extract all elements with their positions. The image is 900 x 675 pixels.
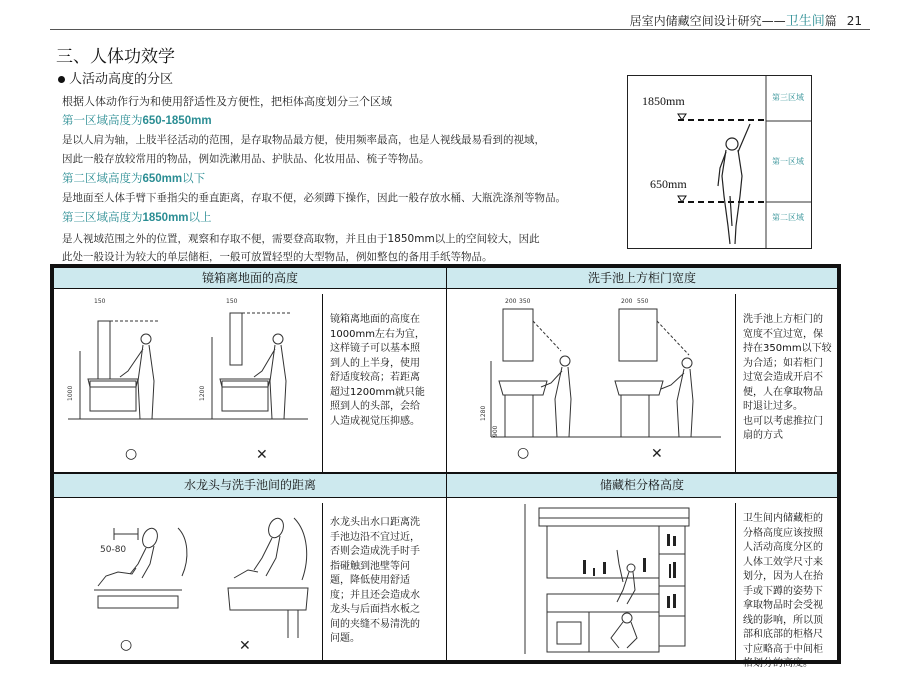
panel-header: 储藏柜分格高度 [446,473,838,498]
panel-header: 镜箱离地面的高度 [53,267,447,289]
height-label-650: 650mm [650,177,687,191]
panel-description: 洗手池上方柜门的 宽度不宜过宽，保 持在350mm以下较 为合适；如若柜门 过宽会造成开启不 便，人在拿取物品 时退让过多。 也可以考虑推拉门 扇的方式 [743,314,832,441]
zone-1-heading: 第一区域高度为650-1850mm [62,113,212,127]
svg-text:200: 200 [505,298,517,305]
panel-header: 水龙头与洗手池间的距离 [53,473,447,498]
zone-3-heading: 第三区域高度为1850mm以上 [62,210,212,224]
svg-text:150: 150 [94,298,106,305]
mirror-height-drawing [58,291,318,471]
wrong-mark: ✕ [651,446,663,462]
svg-text:1000: 1000 [67,385,74,401]
panel-cabinet-door-width [446,288,838,473]
cabinet-compartments-drawing [523,498,723,658]
running-header [630,10,862,29]
wrong-mark: ✕ [239,638,251,654]
page-number: 21 [846,14,862,28]
panel-description: 镜箱离地面的高度在 1000mm左右为宜， 这样镜子可以基本照 到人的上半身，使用 舒适度较高；若距离 超过1200mm就只能 照到人的头部，会给 人造成视觉压抑感。 [330,314,425,427]
height-zone-figure [627,75,812,249]
panel-description: 水龙头出水口距离洗 手池边沿不宜过近， 否则会造成洗手时手 指碰触到池壁等问 题，降低使用舒适 度；并且还会造成水 龙头与后面挡水板之 间的夹缝不易清洗的 问题。 [330,517,420,644]
panel-mirror-height [53,288,447,473]
ok-mark: ○ [120,637,133,653]
header-suffix: 篇 [824,14,837,28]
wrong-mark: ✕ [256,447,268,463]
ok-mark: ○ [517,445,530,461]
svg-text:150: 150 [226,298,238,305]
faucet-distance-drawing [58,498,320,658]
intro-text: 根据人体动作行为和使用舒适性及方便性，把柜体高度划分三个区域 [62,95,392,108]
zone-2-desc-line: 是地面至人体手臂下垂指尖的垂直距离，存取不便，必须蹲下操作，因此一般存放水桶、大瓶洗涤剂等物品。 [62,192,566,204]
height-label-1850: 1850mm [642,94,685,108]
zone-3-desc-line: 此处一般设计为较大的单层储柜，一般可放置轻型的大型物品，例如整包的备用手纸等物品。 [62,251,493,263]
svg-text:200: 200 [621,298,633,305]
section-title: 三、人体功效学 [56,47,175,67]
zone-3-label: 第三区域 [772,93,804,102]
svg-text:350: 350 [519,298,531,305]
zone-2-label: 第二区域 [772,213,804,222]
panel-cabinet-compartments [446,497,838,669]
bullet-icon [58,76,65,83]
svg-text:1200: 1200 [199,385,206,401]
panel-description: 卫生间内储藏柜的 分格高度应该按照 人活动高度分区的 人体工效学尺寸来 划分，因为人在抬 手或下蹲的姿势下 拿取物品时会受视 线的影响，所以顶 部和底部的柜格尺 寸应略高于中间柜 格划分的高度。 [743,513,823,669]
header-rule [50,29,870,30]
zone-2-heading: 第二区域高度为650mm以下 [62,171,206,185]
header-accent: 卫生间 [785,14,825,29]
svg-text:1280: 1280 [480,405,487,421]
zone-1-desc-line: 是以人肩为轴，上肢半径活动的范围，是存取物品最方便，使用频率最高，也是人视线最易看到的视域， [62,134,545,146]
ok-mark: ○ [125,446,138,462]
door-width-drawing [451,291,731,471]
zone-3-desc-line: 是人视域范围之外的位置，观察和存取不便，需要登高取物，并且由于1850mm以上的空间较大，因此 [62,233,540,245]
svg-text:900: 900 [492,425,499,437]
header-prefix: 居室内储藏空间设计研究—— [629,14,786,28]
ergonomics-table [50,264,841,669]
subtitle [58,68,173,87]
panel-faucet-distance [53,497,447,661]
svg-text:50-80: 50-80 [100,545,127,555]
zone-1-desc-line: 因此一般存放较常用的物品，例如洗漱用品、护肤品、化妆用品、梳子等物品。 [62,153,430,165]
subtitle-text: 人活动高度的分区 [69,72,174,87]
panel-header: 洗手池上方柜门宽度 [446,267,838,289]
svg-text:550: 550 [637,298,649,305]
zone-1-label: 第一区域 [772,157,804,166]
